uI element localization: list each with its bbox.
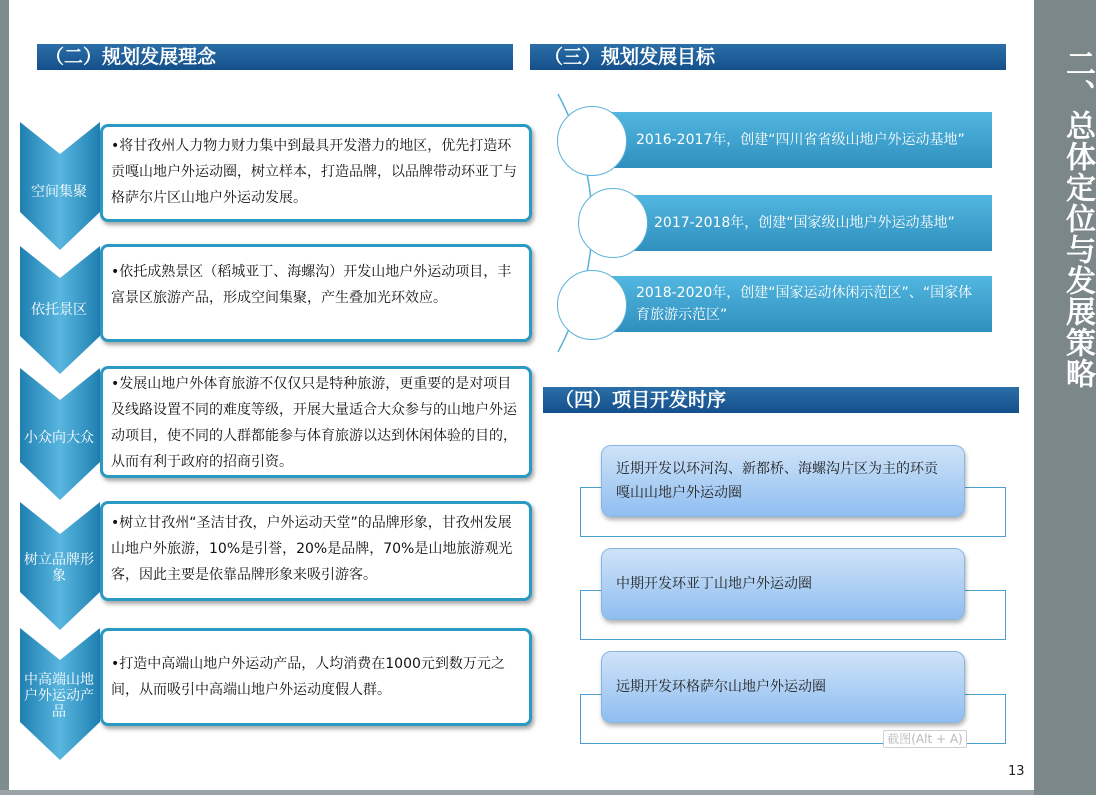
chevron-label: 树立品牌形象 xyxy=(24,552,94,584)
side-title: 二、总体定位与发展策略 xyxy=(1060,48,1095,389)
chevron-high-end-product xyxy=(20,628,104,760)
section2-header: （二）规划发展理念 xyxy=(37,44,513,70)
bottom-frame xyxy=(0,790,1096,795)
section4-header: （四）项目开发时序 xyxy=(543,387,1019,413)
card-brand-image: •树立甘孜州“圣洁甘孜，户外运动天堂”的品牌形象，甘孜州发展山地户外旅游，10%是引誉，20%是品牌，70%是山地旅游观光客，因此主要是依靠品牌形象来吸引游客。 xyxy=(100,501,532,601)
phase-box-near: 近期开发以环河沟、新都桥、海螺沟片区为主的环贡嘎山山地户外运动圈 xyxy=(601,445,965,517)
chevron-brand-image xyxy=(20,502,104,630)
chevron-label: 空间集聚 xyxy=(31,184,87,200)
goal-circle xyxy=(578,188,648,258)
chevron-label: 小众向大众 xyxy=(24,430,94,446)
screenshot-hint[interactable]: 截图(Alt + A) xyxy=(883,730,967,748)
card-rely-scenic: •依托成熟景区（稻城亚丁、海螺沟）开发山地户外运动项目，丰富景区旅游产品，形成空间集聚，产生叠加光环效应。 xyxy=(100,244,532,342)
chevron-space-cluster xyxy=(20,122,104,250)
section3-header: （三）规划发展目标 xyxy=(530,44,1006,70)
goal-bar: 2016-2017年，创建“四川省省级山地户外运动基地” xyxy=(596,112,992,168)
goal-circle xyxy=(557,106,627,176)
card-space-cluster: •将甘孜州人力物力财力集中到最具开发潜力的地区，优先打造环贡嘎山地户外运动圈，树立样本，打造品牌，以品牌带动环亚丁与格萨尔片区山地户外运动发展。 xyxy=(100,124,532,222)
chevron-label: 依托景区 xyxy=(31,302,87,318)
card-niche-to-mass: •发展山地户外体育旅游不仅仅只是特种旅游，更重要的是对项目及线路设置不同的难度等级，开展大量适合大众参与的山地户外运动项目，使不同的人群都能参与体育旅游以达到休闲体验的目的，从而有利于政府的招商引资。 xyxy=(100,366,532,478)
chevron-label: 中高端山地户外运动产品 xyxy=(24,672,94,720)
goal-bar: 2017-2018年，创建“国家级山地户外运动基地” xyxy=(614,195,992,251)
page-number: 13 xyxy=(1008,764,1025,779)
card-high-end-product: •打造中高端山地户外运动产品，人均消费在1000元到数万元之间，从而吸引中高端山地户外运动度假人群。 xyxy=(100,628,532,726)
chevron-niche-to-mass xyxy=(20,368,104,500)
goal-circle xyxy=(557,270,627,340)
phase-box-far: 远期开发环格萨尔山地户外运动圈 xyxy=(601,651,965,723)
left-frame xyxy=(0,0,9,795)
goal-bar: 2018-2020年，创建“国家运动休闲示范区”、“国家体育旅游示范区” xyxy=(596,276,992,332)
phase-box-mid: 中期开发环亚丁山地户外运动圈 xyxy=(601,548,965,620)
chevron-rely-scenic xyxy=(20,246,104,374)
